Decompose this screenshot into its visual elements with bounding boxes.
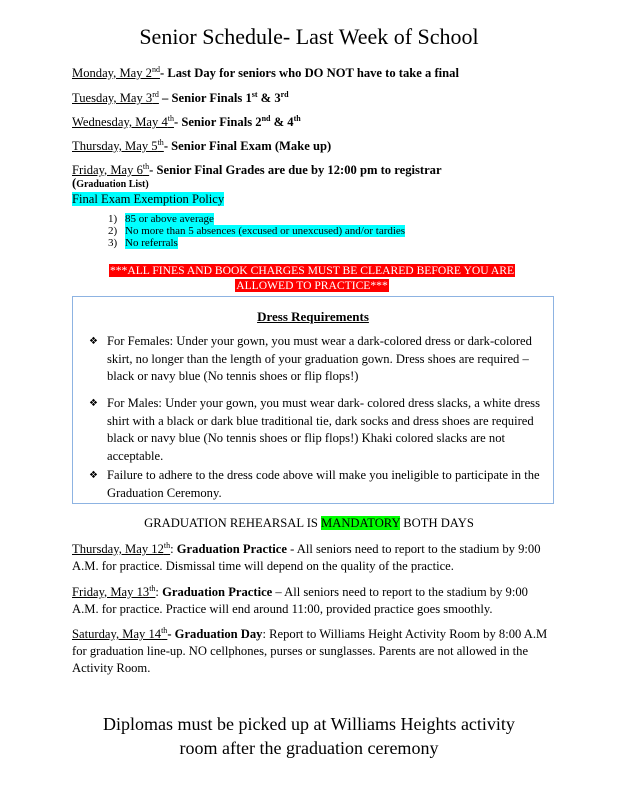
rehearsal-notice: GRADUATION REHEARSAL IS MANDATORY BOTH DAYS — [144, 516, 474, 530]
schedule-day: Wednesday, May 4th — [72, 113, 174, 129]
schedule-line-friday: Friday, May 6th- Senior Final Grades are due by 12:00 pm to registrar — [72, 161, 442, 177]
schedule-day: Monday, May 2nd — [72, 64, 160, 80]
schedule-line-monday: Monday, May 2nd- Last Day for seniors who DO NOT have to take a final — [72, 64, 459, 80]
practice-thursday: Thursday, May 12th: Graduation Practice - All seniors need to report to the stadium by 9:00 A.M. for practice. Dismissal time will depend on the quality of the practice. — [72, 540, 541, 573]
dress-item-males: ❖ For Males: Under your gown, you must wear dark- colored dress slacks, a white dress shirt with a black or dark blue traditional tie, dark socks and dress shoes are required black or navy blue (No tennis shoes or flip flops!) Khaki colored slacks are not acceptable. — [89, 396, 540, 463]
fines-warning: ***ALL FINES AND BOOK CHARGES MUST BE CLEARED BEFORE YOU ARE ALLOWED TO PRACTICE*** — [109, 264, 515, 292]
diamond-bullet-icon: ❖ — [89, 398, 98, 409]
schedule-day: Friday, May 6th — [72, 161, 150, 177]
list-item: 1) 85 or above average — [108, 213, 214, 225]
exemption-policy-title: Final Exam Exemption Policy — [72, 192, 225, 206]
dress-requirements-title: Dress Requirements — [257, 309, 369, 324]
dress-requirements-box — [72, 296, 554, 504]
page-title: Senior Schedule- Last Week of School — [139, 24, 479, 49]
schedule-event: Senior Finals 1st & 3rd — [171, 89, 289, 105]
schedule-event: Senior Finals 2nd & 4th — [181, 113, 301, 129]
list-item: 2) No more than 5 absences (excused or unexcused) and/or tardies — [108, 225, 406, 237]
list-item: 3) No referrals — [108, 237, 178, 249]
diamond-bullet-icon: ❖ — [89, 470, 98, 481]
schedule-event: Senior Final Exam (Make up) — [171, 139, 332, 153]
schedule-day: Thursday, May 5th — [72, 137, 164, 153]
diplomas-notice: Diplomas must be picked up at Williams Heights activity room after the graduation ceremony — [103, 714, 515, 758]
schedule-line-thursday: Thursday, May 5th- Senior Final Exam (Make up) — [72, 137, 332, 153]
schedule-event: Last Day for seniors who DO NOT have to take a final — [167, 66, 459, 80]
schedule-day: Tuesday, May 3rd — [72, 89, 159, 105]
diamond-bullet-icon: ❖ — [89, 336, 98, 347]
mandatory-highlight: MANDATORY — [321, 516, 401, 530]
schedule-line-wednesday: Wednesday, May 4th- Senior Finals 2nd & 4th — [72, 113, 301, 129]
schedule-line-tuesday: Tuesday, May 3rd – Senior Finals 1st & 3rd — [72, 89, 289, 105]
dress-item-failure: ❖ Failure to adhere to the dress code above will make you ineligible to participate in the Graduation Ceremony. — [89, 468, 540, 500]
exemption-list — [108, 213, 405, 249]
schedule-note: (Graduation List) — [72, 176, 149, 190]
dress-item-females: ❖ For Females: Under your gown, you must wear a dark-colored dress or dark-colored skirt, no longer than the length of your graduation gown. Dress shoes are required – black or navy blue (No tennis shoes or flip flops!) — [89, 334, 532, 383]
graduation-day: Saturday, May 14th- Graduation Day: Report to Williams Height Activity Room by 8:00 A.M for graduation line-up. NO cellphones, purses or sunglasses. Parents are not allowed in the Activity Room. — [72, 625, 548, 675]
schedule-event: Senior Final Grades are due by 12:00 pm to registrar — [156, 163, 442, 177]
practice-friday: Friday, May 13th: Graduation Practice – All seniors need to report to the stadium by 9:00 A.M. for practice. Practice will end around 11:00, provided practice goes smoothly. — [72, 583, 528, 616]
